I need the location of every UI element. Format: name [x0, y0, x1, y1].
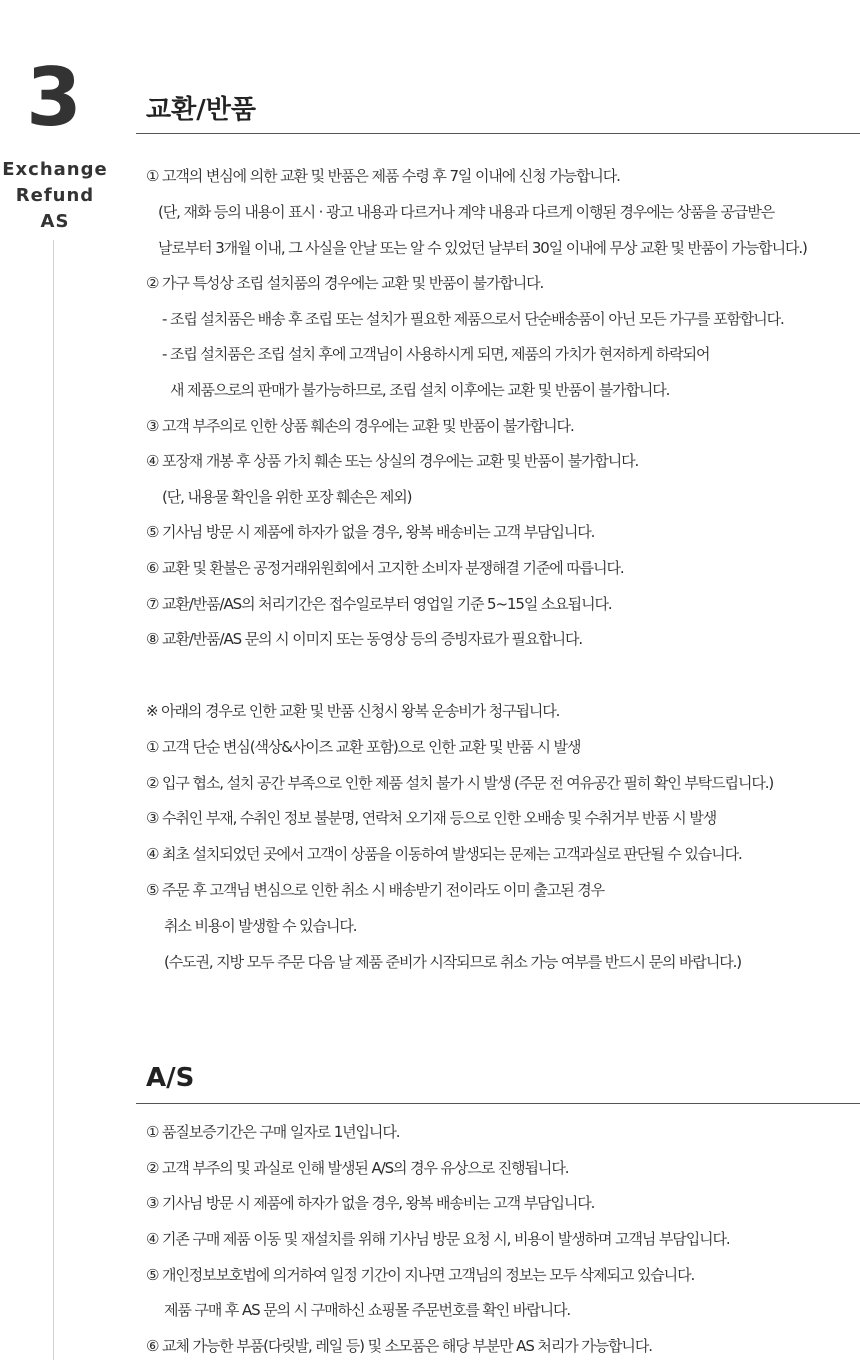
notice-heading: ※ 아래의 경우로 인한 교환 및 반품 신청시 왕복 운송비가 청구됩니다.	[146, 702, 560, 720]
policy-line: 새 제품으로의 판매가 불가능하므로, 조립 설치 이후에는 교환 및 반품이 불가합니다.	[170, 381, 670, 399]
policy-line: ② 가구 특성상 조립 설치품의 경우에는 교환 및 반품이 불가합니다.	[146, 274, 544, 292]
policy-line: (단, 내용물 확인을 위한 포장 훼손은 제외)	[162, 488, 412, 506]
subtitle-exchange: Exchange	[2, 159, 108, 180]
section-subtitle	[0, 157, 110, 235]
as-line: ③ 기사님 방문 시 제품에 하자가 없을 경우, 왕복 배송비는 고객 부담입니다.	[146, 1194, 595, 1212]
notice-line: ② 입구 협소, 설치 공간 부족으로 인한 제품 설치 불가 시 발생 (주문 전 여유공간 필히 확인 부탁드립니다.)	[146, 774, 774, 792]
as-line: ⑥ 교체 가능한 부품(다릿발, 레일 등) 및 소모품은 해당 부분만 AS 처리가 가능합니다.	[146, 1337, 652, 1355]
exchange-title: 교환/반품	[146, 95, 256, 125]
side-divider	[53, 240, 54, 1360]
as-line: ⑤ 개인정보보호법에 의거하여 일정 기간이 지나면 고객님의 정보는 모두 삭제되고 있습니다.	[146, 1266, 695, 1284]
policy-line: 날로부터 3개월 이내, 그 사실을 안날 또는 알 수 있었던 날부터 30일 이내에 무상 교환 및 반품이 가능합니다.)	[158, 239, 807, 257]
notice-line: ⑤ 주문 후 고객님 변심으로 인한 취소 시 배송받기 전이라도 이미 출고된 경우	[146, 881, 605, 899]
policy-line: ⑦ 교환/반품/AS의 처리기간은 접수일로부터 영업일 기준 5~15일 소요됩니다.	[146, 595, 612, 613]
policy-line: ⑤ 기사님 방문 시 제품에 하자가 없을 경우, 왕복 배송비는 고객 부담입니다.	[146, 523, 595, 541]
as-line: 제품 구매 후 AS 문의 시 구매하신 쇼핑몰 주문번호를 확인 바랍니다.	[164, 1301, 571, 1319]
notice-line: 취소 비용이 발생할 수 있습니다.	[164, 917, 357, 935]
notice-line: ③ 수취인 부재, 수취인 정보 불분명, 연락처 오기재 등으로 인한 오배송 및 수취거부 반품 시 발생	[146, 809, 717, 827]
policy-line: - 조립 설치품은 배송 후 조립 또는 설치가 필요한 제품으로서 단순배송품이 아닌 모든 가구를 포함합니다.	[162, 310, 784, 328]
notice-line: ④ 최초 설치되었던 곳에서 고객이 상품을 이동하여 발생되는 문제는 고객과실로 판단될 수 있습니다.	[146, 845, 742, 863]
subtitle-refund: Refund	[15, 185, 95, 206]
as-line: ④ 기존 구매 제품 이동 및 재설치를 위해 기사님 방문 요청 시, 비용이 발생하며 고객님 부담입니다.	[146, 1230, 730, 1248]
as-line: ② 고객 부주의 및 과실로 인해 발생된 A/S의 경우 유상으로 진행됩니다.	[146, 1159, 569, 1177]
policy-line: ⑥ 교환 및 환불은 공정거래위원회에서 고지한 소비자 분쟁해결 기준에 따릅니다.	[146, 559, 624, 577]
as-line: ① 품질보증기간은 구매 일자로 1년입니다.	[146, 1123, 400, 1141]
policy-line: ④ 포장재 개봉 후 상품 가치 훼손 또는 상실의 경우에는 교환 및 반품이 불가합니다.	[146, 452, 639, 470]
policy-line: - 조립 설치품은 조립 설치 후에 고객님이 사용하시게 되면, 제품의 가치가 현저하게 하락되어	[162, 345, 710, 363]
subtitle-as: AS	[40, 211, 70, 232]
exchange-title-rule	[136, 133, 860, 134]
section-number: 3	[26, 51, 82, 144]
policy-line: ① 고객의 변심에 의한 교환 및 반품은 제품 수령 후 7일 이내에 신청 가능합니다.	[146, 167, 620, 185]
notice-line: (수도권, 지방 모두 주문 다음 날 제품 준비가 시작되므로 취소 가능 여부를 반드시 문의 바랍니다.)	[164, 953, 742, 971]
notice-line: ① 고객 단순 변심(색상&사이즈 교환 포함)으로 인한 교환 및 반품 시 발생	[146, 738, 581, 756]
as-title-rule	[136, 1103, 860, 1104]
policy-line: (단, 재화 등의 내용이 표시 · 광고 내용과 다르거나 계약 내용과 다르게 이행된 경우에는 상품을 공급받은	[158, 203, 775, 221]
as-title: A/S	[146, 1063, 195, 1093]
policy-line: ⑧ 교환/반품/AS 문의 시 이미지 또는 동영상 등의 증빙자료가 필요합니다.	[146, 630, 583, 648]
policy-line: ③ 고객 부주의로 인한 상품 훼손의 경우에는 교환 및 반품이 불가합니다.	[146, 417, 574, 435]
